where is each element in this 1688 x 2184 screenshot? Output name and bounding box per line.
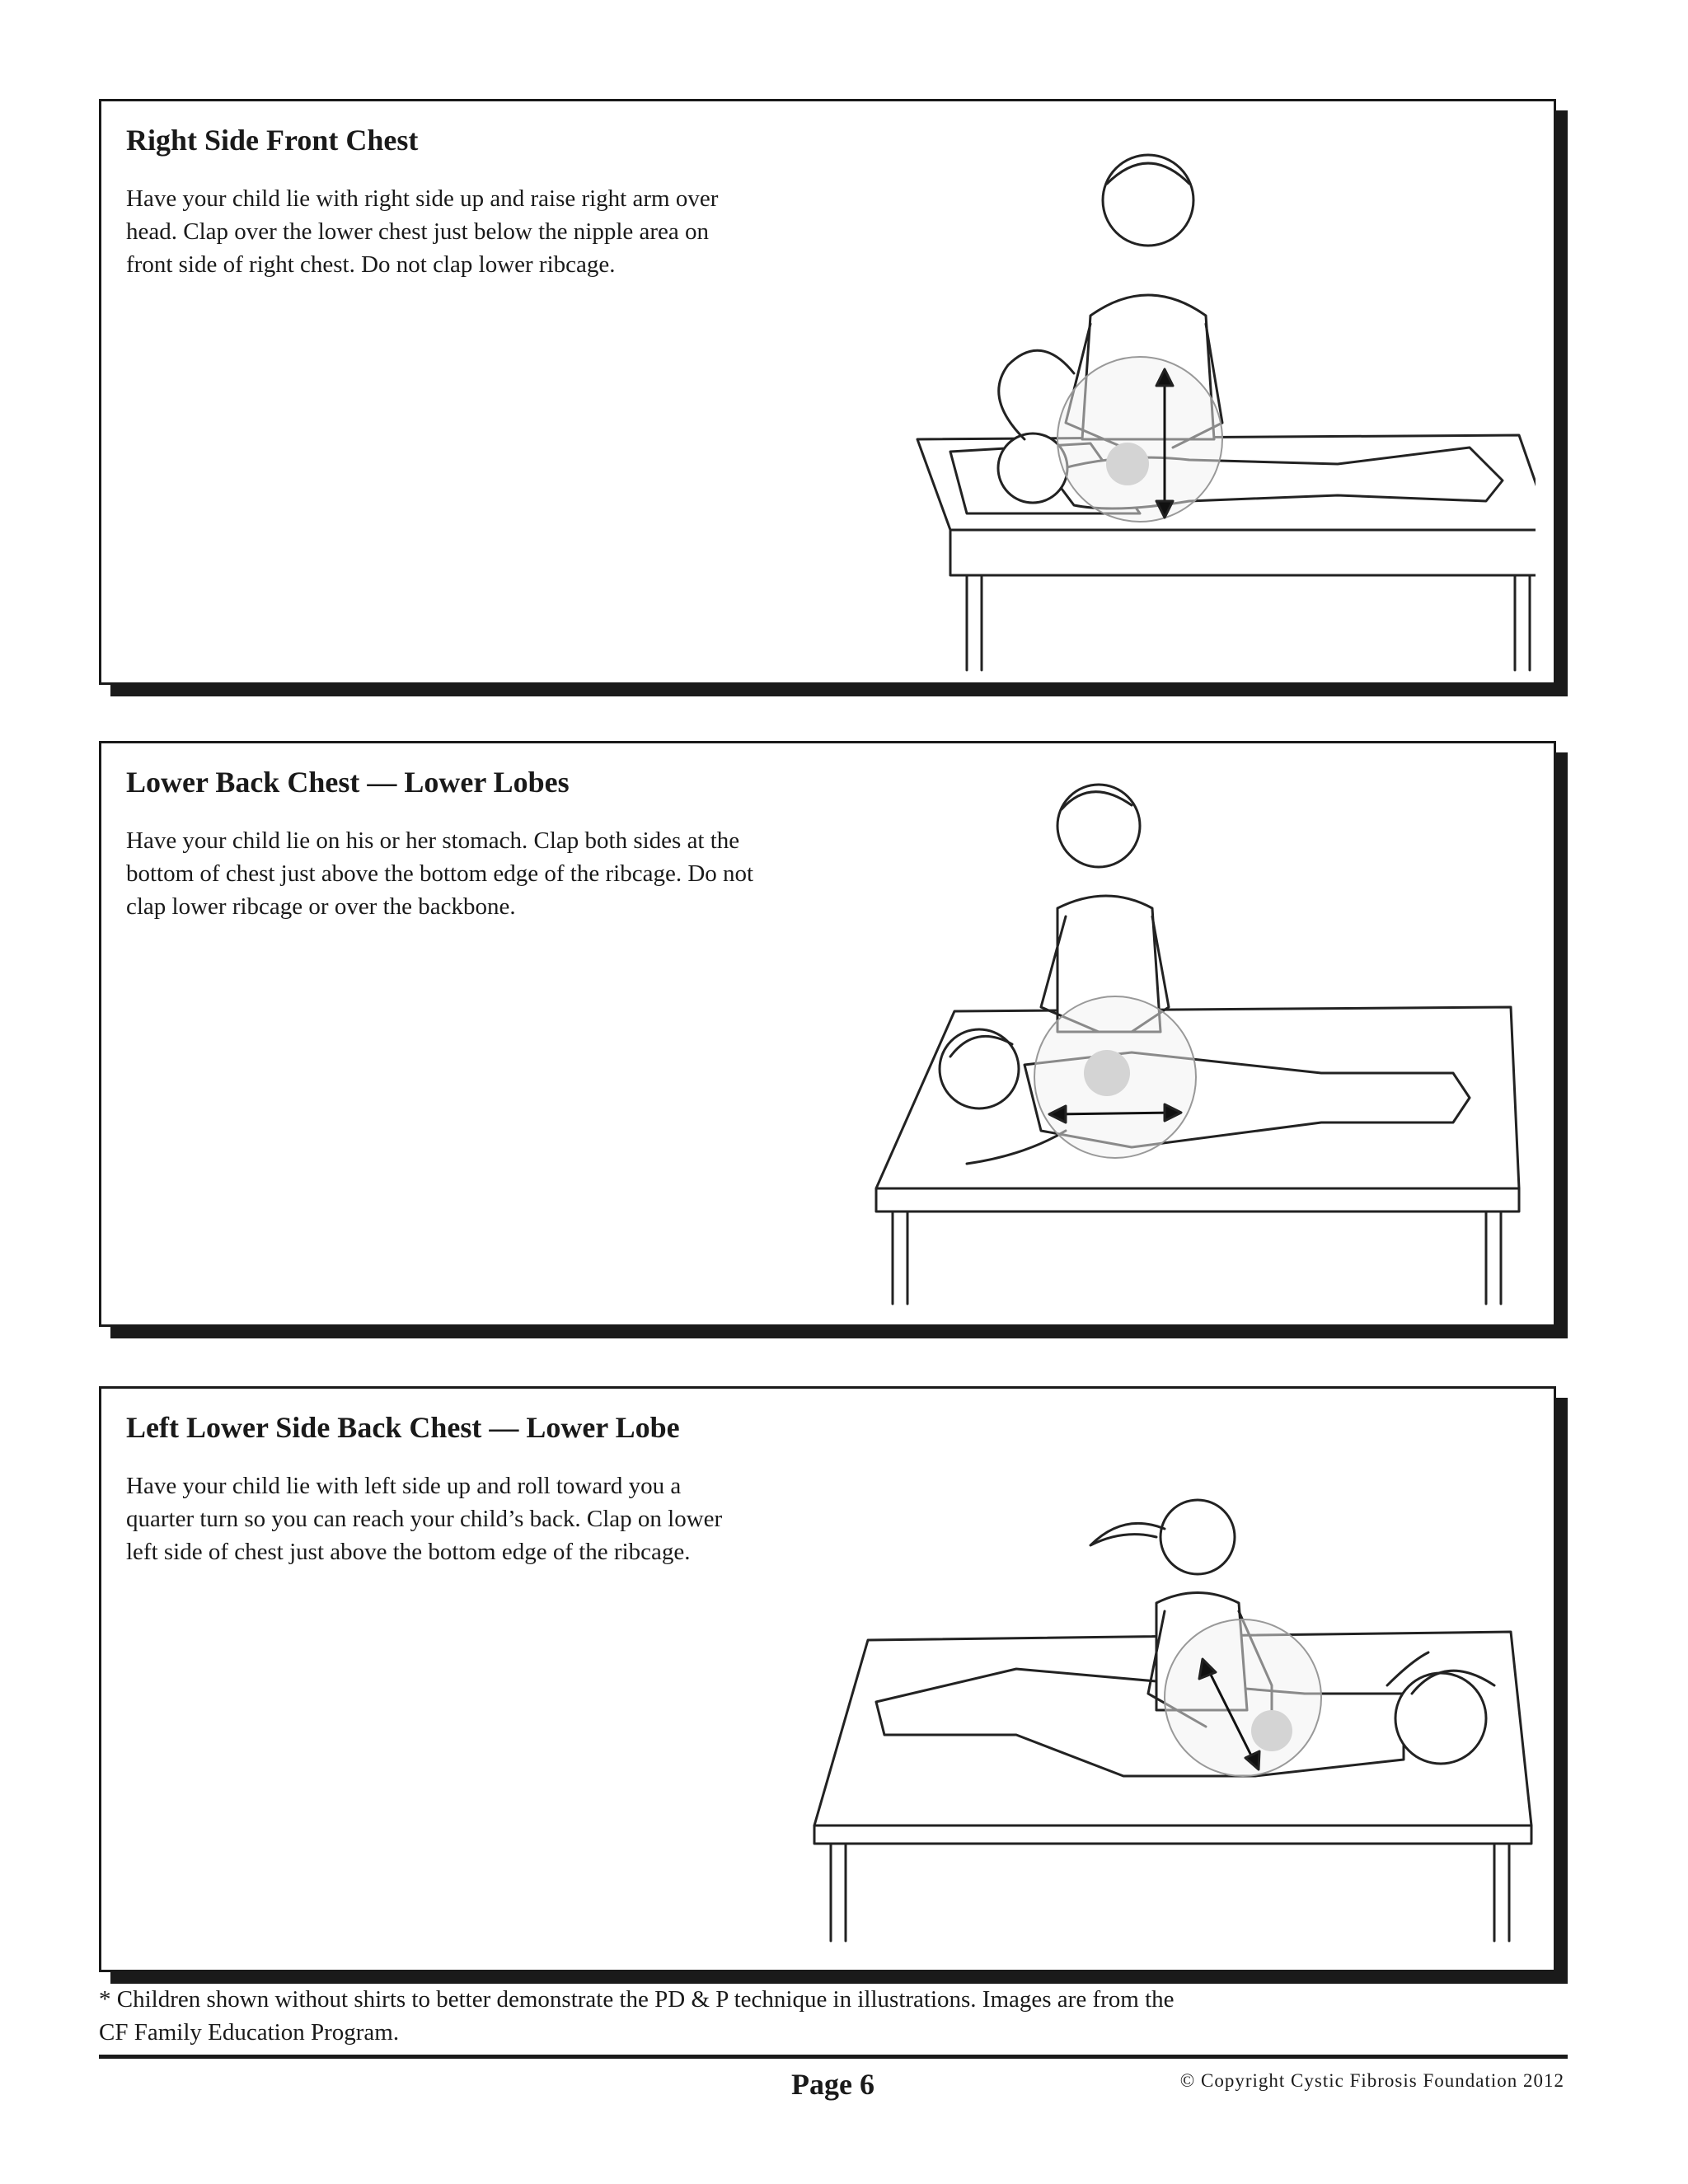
- panel-left-lower-side-back-chest: [99, 1386, 1556, 1972]
- panel-right-side-front-chest: [99, 99, 1556, 685]
- footnote-line: * Children shown without shirts to better demonstrate the PD & P technique in illustrations. Images are from the: [99, 1986, 1175, 2013]
- footer-divider: [99, 2055, 1568, 2059]
- panel-title: Right Side Front Chest: [126, 124, 419, 157]
- description-line: Have your child lie with right side up and raise right arm over: [126, 185, 719, 212]
- copyright-notice: © Copyright Cystic Fibrosis Foundation 2012: [1179, 2070, 1564, 2091]
- description-line: bottom of chest just above the bottom edge of the ribcage. Do not: [126, 860, 754, 887]
- footnote-line: CF Family Education Program.: [99, 2019, 400, 2046]
- description-line: quarter turn so you can reach your child’s back. Clap on lower: [126, 1506, 723, 1532]
- description-line: left side of chest just above the bottom edge of the ribcage.: [126, 1539, 691, 1565]
- description-line: Have your child lie with left side up and roll toward you a: [126, 1473, 682, 1499]
- description-line: clap lower ribcage or over the backbone.: [126, 893, 516, 920]
- panel-description: [126, 824, 753, 923]
- panel-lower-back-chest: [99, 741, 1556, 1327]
- panel-title: Left Lower Side Back Chest — Lower Lobe: [126, 1411, 680, 1444]
- illustration-left-lower-side-back: [810, 1446, 1536, 1957]
- illustration-right-side-front: [843, 126, 1536, 678]
- illustration-lower-back: [860, 760, 1536, 1320]
- page-number: Page 6: [791, 2068, 874, 2101]
- description-line: head. Clap over the lower chest just below the nipple area on: [126, 218, 710, 245]
- description-line: front side of right chest. Do not clap lower ribcage.: [126, 251, 616, 278]
- description-line: Have your child lie on his or her stomach. Clap both sides at the: [126, 827, 740, 854]
- panel-description: [126, 182, 718, 281]
- footnote: [99, 1983, 1335, 2049]
- panel-description: [126, 1469, 722, 1568]
- panel-title: Lower Back Chest — Lower Lobes: [126, 766, 570, 799]
